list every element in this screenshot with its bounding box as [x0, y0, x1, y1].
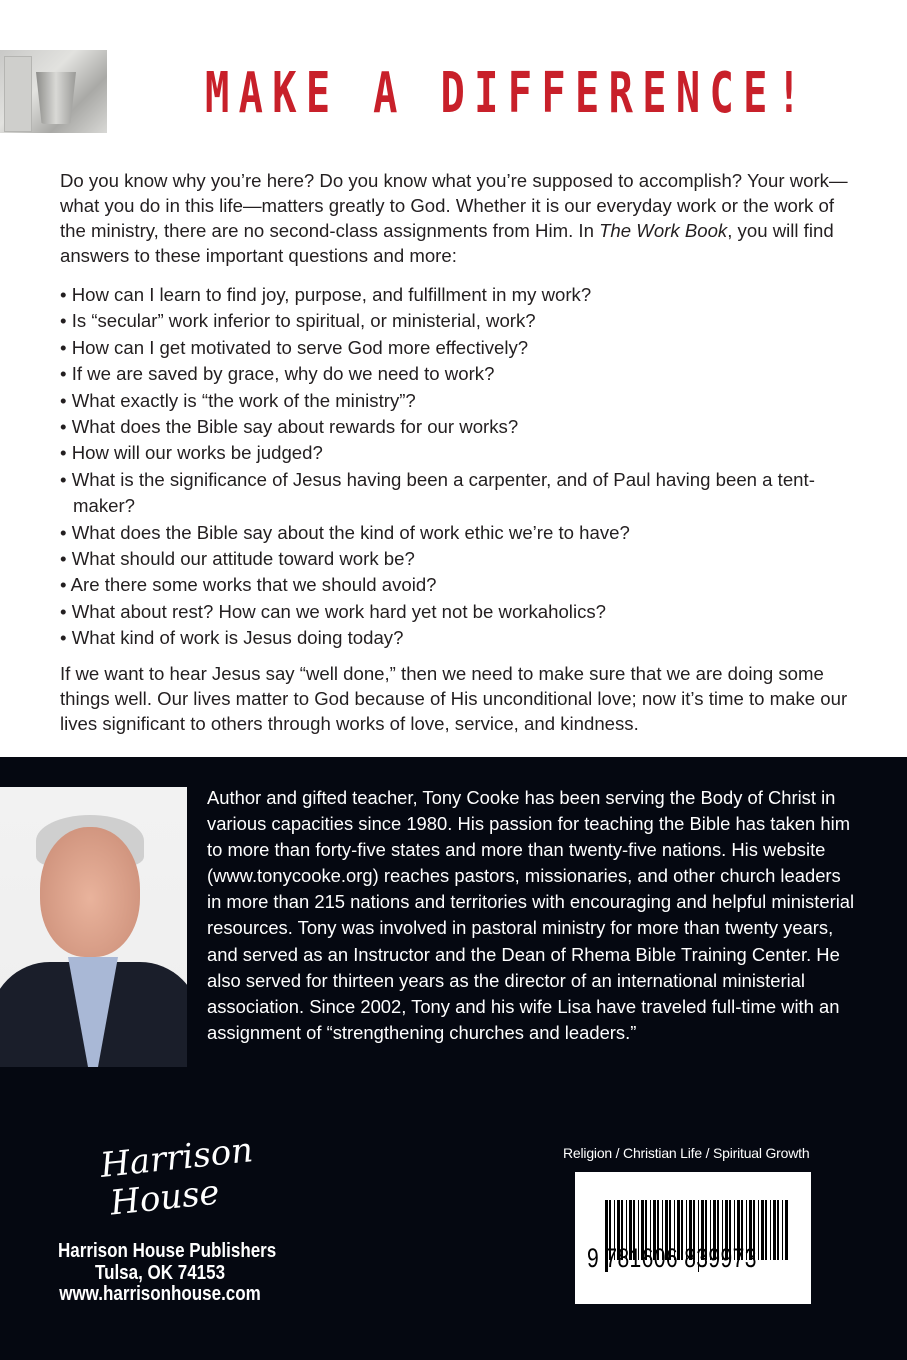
barcode-bar — [777, 1200, 779, 1260]
harrison-house-logo — [80, 1130, 255, 1230]
barcode-bar — [770, 1200, 771, 1260]
face-shape — [40, 827, 140, 957]
author-bio: Author and gifted teacher, Tony Cooke has been serving the Body of Christ in various capacities since 1980. His passion for teaching the Bible has taken him to more than forty-five states and more than twenty-five nations. His website (www.tonycooke.org) reaches pastors, missionaries, and other church leaders in more than 215 nations and territories with encouraging and helpful ministerial resources. Tony was involved in pastoral ministry for more than twenty years, and served as an Instructor and the Dean of Rhema Bible Training Center. He also served for thirteen years as the director of an international ministerial association. Since 2002, Tony and his wife Lisa have traveled full-time with an assignment of “strengthening churches and leaders.” — [207, 787, 855, 1043]
list-item: • What does the Bible say about rewards for our works? — [60, 414, 860, 440]
list-item: • What should our attitude toward work be? — [60, 546, 860, 572]
list-item: • How can I get motivated to serve God more effectively? — [60, 335, 860, 361]
publisher-info — [58, 1240, 277, 1306]
list-item: • What is the significance of Jesus having been a carpenter, and of Paul having been a tent-maker? — [60, 467, 860, 520]
isbn-number: 9 781606 839973 — [587, 1243, 757, 1273]
list-item: • How can I learn to find joy, purpose, and fulfillment in my work? — [60, 282, 860, 308]
publisher-name: Harrison House Publishers — [58, 1240, 277, 1262]
list-item: • What about rest? How can we work hard yet not be workaholics? — [60, 599, 860, 625]
author-photo — [0, 787, 187, 1067]
barcode-bar — [785, 1200, 788, 1260]
closing-paragraph: If we want to hear Jesus say “well done,” then we need to make sure that we are doing some things well. Our lives matter to God because of His unconditional love; now it’s time to make our lives significant to others through works of love, service, and kindness. — [60, 663, 848, 734]
list-item: • What does the Bible say about the kind of work ethic we’re to have? — [60, 520, 860, 546]
barcode-bar — [758, 1200, 759, 1260]
publisher-city: Tulsa, OK 74153 — [94, 1261, 226, 1284]
logo-line1: Harrison — [98, 1130, 255, 1186]
publisher-website: www.harrisonhouse.com — [59, 1283, 261, 1305]
headline: MAKE A DIFFERENCE! — [205, 61, 811, 126]
list-item: • If we are saved by grace, why do we need to work? — [60, 361, 860, 387]
list-item: • Is “secular” work inferior to spiritual, or ministerial, work? — [60, 308, 860, 334]
question-list — [60, 282, 860, 652]
intro-text-end: , you will find answers to these important questions and more: — [60, 220, 834, 266]
barcode-bar — [773, 1200, 776, 1260]
bucket-trowel-photo — [0, 50, 107, 133]
intro-text: Do you know why you’re here? Do you know what you’re supposed to accomplish? Your work—what you do in this life—matters greatly to God. Whether it is our everyday work or the work of the ministry, there are no second-class assignments from Him. In — [60, 170, 848, 241]
book-title: The Work Book — [599, 220, 728, 241]
intro-paragraph — [60, 168, 860, 268]
barcode-bar — [765, 1200, 767, 1260]
category-label: Religion / Christian Life / Spiritual Growth — [563, 1145, 810, 1161]
list-item: • How will our works be judged? — [60, 440, 860, 466]
barcode-bar — [782, 1200, 783, 1260]
trowel-shape — [4, 56, 32, 132]
logo-line2: House — [108, 1172, 222, 1224]
barcode — [575, 1172, 811, 1304]
bucket-shape — [36, 72, 76, 124]
barcode-bar — [761, 1200, 764, 1260]
list-item: • What kind of work is Jesus doing today? — [60, 625, 860, 651]
list-item: • Are there some works that we should avoid? — [60, 572, 860, 598]
list-item: • What exactly is “the work of the ministry”? — [60, 388, 860, 414]
